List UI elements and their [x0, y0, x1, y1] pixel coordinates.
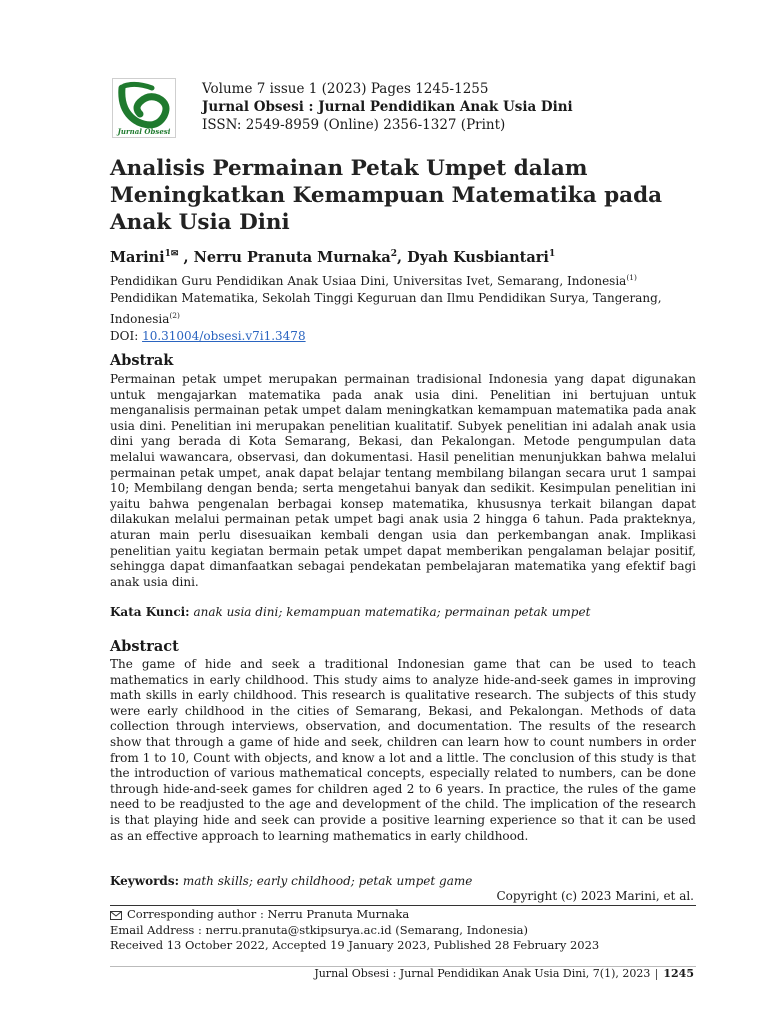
logo-text: Jurnal Obsesi: [117, 127, 171, 136]
affiliation-2-text: Pendidikan Matematika, Sekolah Tinggi Keguruan dan Ilmu Pendidikan Surya, Tangerang, Indonesia: [110, 291, 662, 326]
keywords: [110, 874, 472, 888]
affiliation-1-marker: (1): [626, 273, 637, 282]
article-title: Analisis Permainan Petak Umpet dalam Meningkatkan Kemampuan Matematika pada Anak Usia Dini: [110, 156, 663, 235]
affiliation-2: [110, 290, 700, 328]
issn-info: ISSN: 2549-8959 (Online) 2356-1327 (Print): [202, 117, 506, 133]
author-separator: ,: [397, 249, 408, 266]
author-2: Nerru Pranuta Murnaka: [193, 249, 391, 266]
author-separator: ,: [178, 249, 194, 266]
logo-graphic: [112, 78, 176, 138]
author-2-marker: 2: [390, 249, 398, 260]
journal-name: Jurnal Obsesi : Jurnal Pendidikan Anak Usia Dini: [202, 99, 573, 115]
doi-link[interactable]: 10.31004/obsesi.v7i1.3478: [142, 329, 306, 343]
journal-header: [202, 80, 573, 134]
page-footer: [314, 967, 694, 980]
doi-label: DOI:: [110, 329, 143, 343]
abstract-text: The game of hide and seek a traditional Indonesian game that can be used to teach mathematics in early childhood. This study aims to analyze hide-and-seek games in improving math skills in early childhood. This research is qualitative research. The subjects of this study were early childhood in the cities of Semarang, Bekasi, and Pekalongan. Methods of data collection through interviews, observation, and documentation. The results of the research show that through a game of hide and seek, children can learn how to count numbers in order from 1 to 10, Count with objects, and know a lot and a little. The conclusion of this study is that the introduction of various mathematical concepts, especially related to numbers, can be done through hide-and-seek games for children aged 2 to 6 years. In practice, the rules of the game need to be readjusted to the age and development of the child. The implication of the research is that playing hide and seek can provide a positive learning experience so that it can be used as an effective approach to learning mathematics in early childhood.: [110, 657, 696, 843]
footnote-divider: [110, 905, 696, 906]
email-address: Email Address : nerru.pranuta@stkipsurya.ac.id (Semarang, Indonesia): [110, 922, 528, 937]
affiliation-1-text: Pendidikan Guru Pendidikan Anak Usiaa Dini, Universitas Ivet, Semarang, Indonesia: [110, 274, 627, 288]
author-1-marker: 1✉: [164, 249, 179, 260]
received-dates: Received 13 October 2022, Accepted 19 January 2023, Published 28 February 2023: [110, 938, 600, 952]
abstrak-text: Permainan petak umpet merupakan permainan tradisional Indonesia yang dapat digunakan untuk mengajarkan matematika pada anak usia dini. Penelitian ini bertujuan untuk menganalisis permainan petak umpet dalam meningkatkan kemampuan matematika pada anak usia dini. Penelitian ini merupakan penelitian kualitatif. Subyek penelitian ini adalah anak usia dini yang berada di Kota Semarang, Bekasi, dan Pekalongan. Metode pengumpulan data melalui wawancara, observasi, dan dokumentasi. Hasil penelitian menunjukkan bahwa melalui permainan petak umpet, anak dapat belajar tentang membilang bilangan secara urut 1 sampai 10; Membilang dengan benda; serta mengetahui banyak dan sedikit. Kesimpulan penelitian ini yaitu bahwa pengenalan berbagai konsep matematika, khususnya terkait bilangan dapat dilakukan melalui permainan petak umpet bagi anak usia 2 hingga 6 tahun. Pada prakteknya, aturan main perlu disesuaikan kembali dengan usia dan perkembangan anak. Implikasi penelitian yaitu kegiatan bermain petak umpet dapat memberikan pengalaman belajar positif, sehingga dapat dimanfaatkan sebagai pendekatan pembelajaran matematika yang efektif bagi anak usia dini.: [110, 372, 696, 589]
volume-info: Volume 7 issue 1 (2023) Pages 1245-1255: [202, 81, 489, 97]
author-list: [110, 249, 555, 266]
keywords-value: math skills; early childhood; petak umpet game: [179, 874, 473, 888]
affiliation-2-marker: (2): [169, 311, 180, 320]
affiliation-1: [110, 269, 700, 290]
corresponding-line: [110, 907, 599, 923]
abstrak-heading: Abstrak: [110, 352, 174, 369]
journal-logo: [112, 78, 176, 138]
author-3: Dyah Kusbiantari: [407, 249, 549, 266]
corresponding-author: Corresponding author : Nerru Pranuta Murnaka: [127, 907, 410, 921]
footer-journal-ref: Jurnal Obsesi : Jurnal Pendidikan Anak Usia Dini, 7(1), 2023: [314, 967, 651, 980]
affiliations: [110, 269, 700, 345]
keywords-label: Keywords:: [110, 874, 180, 888]
page-number: 1245: [663, 967, 694, 980]
abstract-heading: Abstract: [110, 638, 179, 655]
envelope-icon: [110, 911, 122, 920]
kata-kunci: [110, 605, 590, 619]
doi-line: [110, 328, 700, 345]
kata-kunci-value: anak usia dini; kemampuan matematika; permainan petak umpet: [189, 605, 591, 619]
footer-separator: [656, 969, 657, 980]
kata-kunci-label: Kata Kunci:: [110, 605, 190, 619]
footnote: [110, 907, 599, 954]
author-3-marker: 1: [548, 249, 556, 260]
author-1: Marini: [110, 249, 165, 266]
copyright: Copyright (c) 2023 Marini, et al.: [496, 889, 694, 903]
